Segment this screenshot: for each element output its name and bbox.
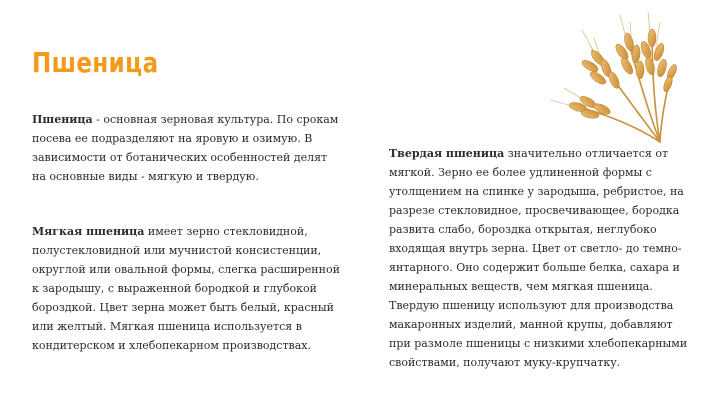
wheat-icon [532, 10, 682, 150]
paragraph-durum-wheat [389, 144, 694, 372]
term-durum-wheat: Твердая пшеница [389, 147, 505, 160]
term-wheat: Пшеница [32, 113, 93, 126]
paragraph-text: значительно отличается от мягкой. Зерно ее более удлиненной формы с утолщением на спинке у зародыша, ребристое, на разрезе стекловидное, просвечивающее, бородка развита слабо, бороздка открытая, неглубоко входящая внутрь зерна. Цвет от светло- до темно-янтарного. Оно содержит больше белка, сахара и минеральных веществ, чем мягкая пшеница. Твердую пшеницу используют для производства макаронных изделий, манной крупы, добавляют при размоле пшеницы с низкими хлебопекарными свойствами, получают муку-крупчатку. [389, 147, 688, 369]
page-title: Пшеница [32, 46, 159, 79]
paragraph-wheat-intro [32, 110, 342, 186]
paragraph-text: - основная зерновая культура. По срокам посева ее подразделяют на яровую и озимую. В зависимости от ботанических особенностей делят на основные виды - мягкую и твердую. [32, 113, 339, 183]
term-soft-wheat: Мягкая пшеница [32, 225, 145, 238]
paragraph-text: имеет зерно стекловидной, полустекловидной или мучнистой консистенции, округлой или овальной формы, слегка расширенной к зародышу, с выраженной бородкой и глубокой бороздкой. Цвет зерна может быть белый, красный или желтый. Мягкая пшеница используется в кондитерском и хлебопекарном производствах. [32, 225, 340, 352]
paragraph-soft-wheat [32, 222, 342, 355]
